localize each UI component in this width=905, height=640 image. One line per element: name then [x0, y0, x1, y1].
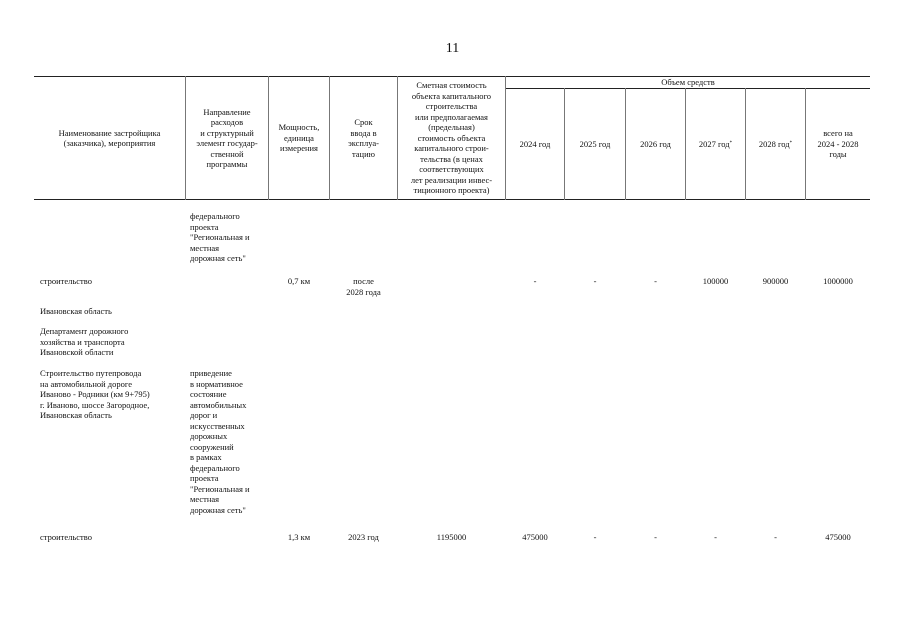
- header-year-2026: 2026 год: [640, 138, 671, 149]
- r2-2025: -: [593, 276, 597, 286]
- header-year-2024: 2024 год: [519, 138, 551, 149]
- r6-2027: -: [714, 532, 717, 542]
- r1-direction: федерального проекта "Региональная и местная дорожная сеть": [190, 211, 250, 263]
- header-total: всего на 2024 - 2028 годы: [817, 128, 859, 160]
- page-number: 11: [445, 41, 460, 56]
- header-cost: Сметная стоимость объекта капитального строительства или предполагаемая (предельная) стоимость объекта капитального строи- тельства (в ценах соответствующих лет реализации инвес- тиционного проекта): [410, 80, 493, 196]
- r6-name: строительство: [40, 532, 92, 542]
- r6-2025: -: [593, 532, 597, 542]
- r2-name: строительство: [40, 276, 92, 286]
- r2-2024: -: [533, 276, 537, 286]
- r5-direction: приведение в нормативное состояние автомобильных дорог и искусственных дорожных сооружений в рамках федерального проекта "Региональная и местная дорожная сеть": [190, 368, 250, 515]
- r3-name: Ивановская область: [40, 306, 112, 316]
- r2-2027: 100000: [702, 276, 729, 286]
- r2-2026: -: [654, 276, 657, 286]
- r6-2024: 475000: [522, 532, 548, 542]
- r2-capacity: 0,7 км: [287, 276, 311, 286]
- r6-term: 2023 год: [348, 532, 379, 542]
- header-term: Срок ввода в эксплуа- тацию: [348, 117, 379, 159]
- header-year-2025: 2025 год: [579, 138, 611, 149]
- r2-total: 1000000: [823, 276, 853, 286]
- r6-cost: 1195000: [436, 532, 467, 542]
- r6-2026: -: [654, 532, 657, 542]
- r6-total: 475000: [825, 532, 851, 542]
- r6-capacity: 1,3 км: [287, 532, 311, 542]
- r4-name: Департамент дорожного хозяйства и транспорта Ивановской области: [40, 326, 129, 357]
- header-direction: Направление расходов и структурный элемент государ- ственной программы: [196, 106, 258, 169]
- header-volume-group: Объем средств: [661, 77, 715, 88]
- r2-term: после 2028 года: [346, 276, 381, 297]
- header-year-2028: 2028 год *: [758, 138, 793, 149]
- header-developer: Наименование застройщика (заказчика), мероприятия: [58, 127, 161, 148]
- r6-2028: -: [774, 532, 777, 542]
- header-year-2027: 2027 год *: [698, 138, 733, 149]
- r2-2028: 900000: [762, 276, 789, 286]
- header-capacity: Мощность, единица измерения: [278, 122, 320, 154]
- r5-name: Строительство путепровода на автомобильной дороге Иваново - Родники (км 9+795) г. Иваново, шоссе Загородное, Ивановская область: [40, 368, 150, 420]
